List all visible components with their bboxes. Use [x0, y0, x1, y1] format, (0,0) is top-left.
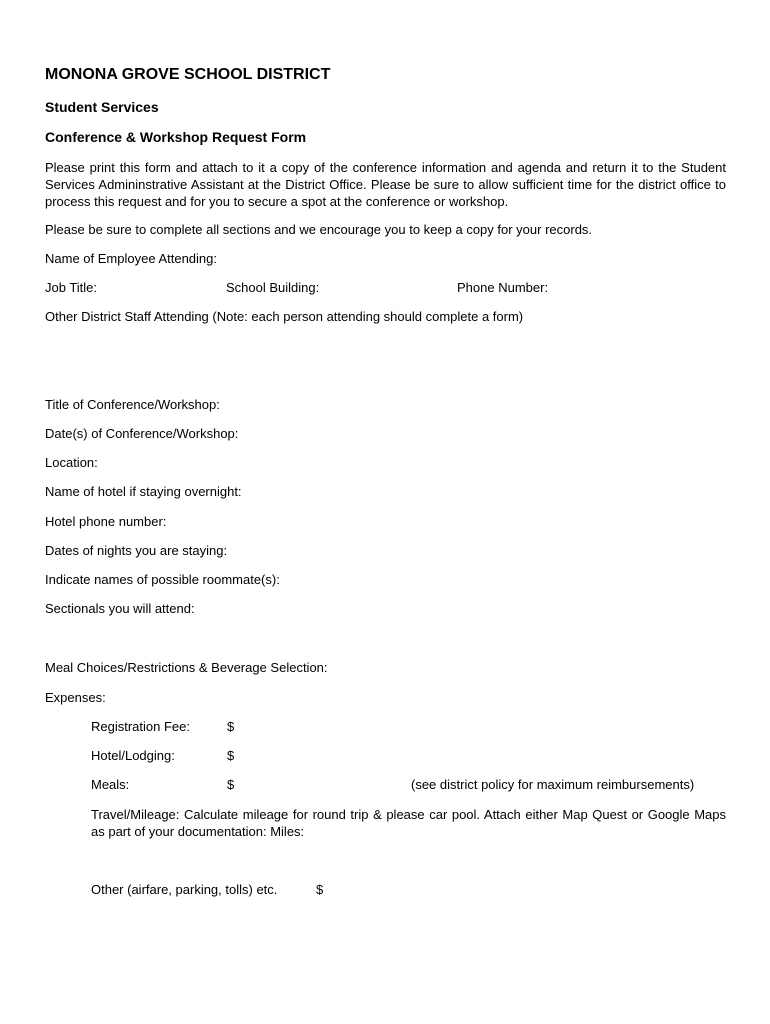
roommates-label: Indicate names of possible roommate(s): [45, 572, 280, 587]
expenses-heading: Expenses: [45, 690, 106, 705]
travel-mileage-text: Travel/Mileage: Calculate mileage for round trip & please car pool. Attach either Map Quest or Google Maps as part of your documentation: Miles: [91, 807, 726, 839]
hotel-lodging-label: Hotel/Lodging: [91, 748, 175, 763]
hotel-phone-label: Hotel phone number: [45, 514, 167, 529]
intro-paragraph: Please print this form and attach to it a copy of the conference information and agenda and return it to the Student Services Admininstrative Assistant at the District Office. Please be sure to allow sufficient time for the district office to process this request and for you to secure a spot at the conference or workshop. [45, 160, 726, 209]
other-currency: $ [316, 882, 324, 897]
meals-label: Meals: [91, 777, 130, 792]
employee-name-label: Name of Employee Attending: [45, 251, 217, 266]
school-building-label: School Building: [226, 280, 320, 295]
other-staff-label: Other District Staff Attending (Note: each person attending should complete a form) [45, 309, 524, 324]
department-heading: Student Services [45, 99, 159, 115]
form-title: Conference & Workshop Request Form [45, 129, 307, 145]
conference-title-label: Title of Conference/Workshop: [45, 397, 220, 412]
conference-dates-label: Date(s) of Conference/Workshop: [45, 426, 239, 441]
meals-policy-note: (see district policy for maximum reimbursements) [411, 777, 695, 792]
registration-fee-label: Registration Fee: [91, 719, 190, 734]
sectionals-label: Sectionals you will attend: [45, 601, 195, 616]
district-title: MONONA GROVE SCHOOL DISTRICT [45, 66, 331, 83]
phone-number-label: Phone Number: [457, 280, 549, 295]
registration-currency: $ [227, 719, 235, 734]
meal-choices-label: Meal Choices/Restrictions & Beverage Selection: [45, 660, 328, 675]
hotel-currency: $ [227, 748, 235, 763]
nights-label: Dates of nights you are staying: [45, 543, 228, 558]
location-label: Location: [45, 455, 98, 470]
hotel-name-label: Name of hotel if staying overnight: [45, 484, 242, 499]
meals-currency: $ [227, 777, 235, 792]
other-expenses-label: Other (airfare, parking, tolls) etc. [91, 882, 278, 897]
instructions-text: Please be sure to complete all sections and we encourage you to keep a copy for your records. [45, 222, 593, 237]
job-title-label: Job Title: [45, 280, 98, 295]
